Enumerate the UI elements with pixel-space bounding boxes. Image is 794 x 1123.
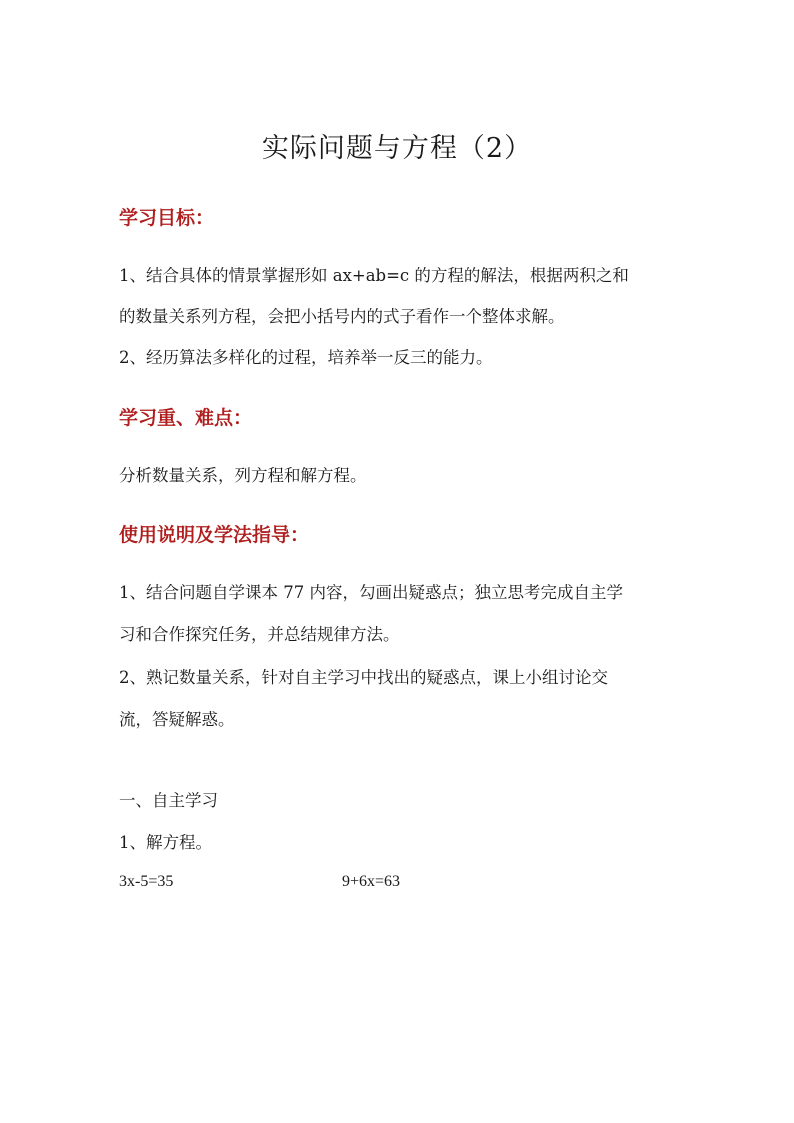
instructions-heading: 使用说明及学法指导：	[119, 524, 310, 546]
instructions-line-3: 2、熟记数量关系，针对自主学习中找出的疑惑点，课上小组讨论交	[119, 668, 608, 687]
key-points-line-1: 分析数量关系，列方程和解方程。	[119, 466, 367, 485]
objectives-line-3: 2、经历算法多样化的过程，培养举一反三的能力。	[119, 348, 493, 367]
objectives-line-1: 1、结合具体的情景掌握形如 ax+ab=c 的方程的解法，根据两积之和	[119, 266, 629, 285]
self-study-task: 1、解方程。	[119, 833, 212, 852]
objectives-line-2: 的数量关系列方程，会把小括号内的式子看作一个整体求解。	[119, 307, 565, 326]
instructions-line-4: 流，答疑解惑。	[119, 710, 235, 729]
instructions-line-1: 1、结合问题自学课本 77 内容，勾画出疑惑点；独立思考完成自主学	[119, 583, 623, 602]
key-points-heading: 学习重、难点：	[119, 407, 253, 429]
self-study-heading: 一、自主学习	[119, 791, 218, 810]
equation-1: 3x-5=35	[119, 873, 174, 890]
page-title: 实际问题与方程（2）	[261, 133, 533, 164]
instructions-line-2: 习和合作探究任务，并总结规律方法。	[119, 625, 400, 644]
objectives-heading: 学习目标：	[119, 207, 215, 229]
equation-2: 9+6x=63	[342, 873, 401, 890]
